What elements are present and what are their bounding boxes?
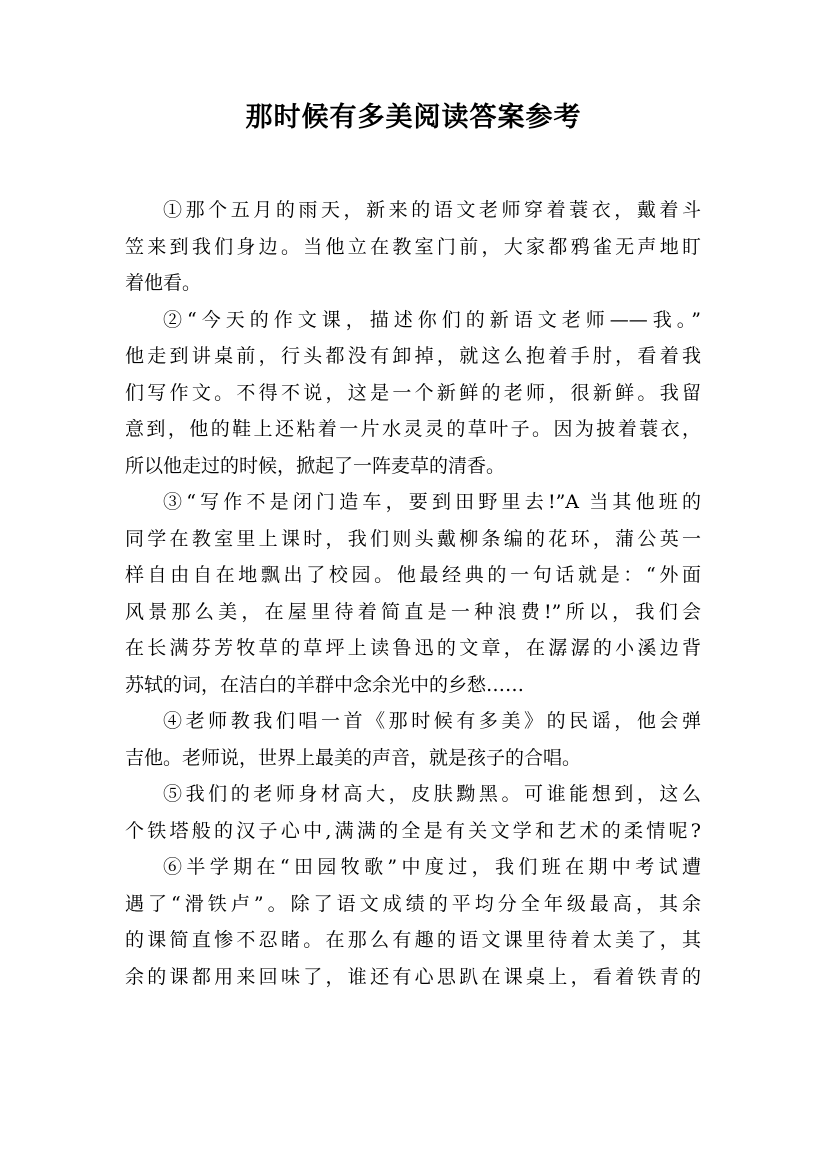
text-line: 同学在教室里上课时，我们则头戴柳条编的花环，蒲公英一 (125, 527, 701, 550)
text-line: 吉他。老师说，世界上最美的声音，就是孩子的合唱。 (125, 746, 582, 769)
text-line: 们写作文。不得不说，这是一个新鲜的老师，很新鲜。我留 (125, 381, 701, 404)
text-line: ④老师教我们唱一首《那时候有多美》的民谣，他会弹 (163, 710, 701, 732)
text-line: ⑥半学期在“田园牧歌”中度过，我们班在期中考试遭 (163, 856, 701, 878)
text-line: 遇了“滑铁卢”。除了语文成绩的平均分全年级最高，其余 (125, 892, 701, 915)
text-line: 个铁塔般的汉子心中,满满的全是有关文学和艺术的柔情呢? (125, 819, 701, 842)
text-line: 风景那么美，在屋里待着简直是一种浪费!”所以，我们会 (125, 600, 701, 623)
text-line: 意到，他的鞋上还粘着一片水灵灵的草叶子。因为披着蓑衣， (125, 418, 701, 440)
article-body (125, 192, 701, 995)
text-line: 的课简直惨不忍睹。在那么有趣的语文课里待着太美了，其 (125, 929, 701, 951)
text-line: 笠来到我们身边。当他立在教室门前，大家都鸦雀无声地盯 (125, 235, 701, 258)
text-line: ①那个五月的雨天，新来的语文老师穿着蓑衣，戴着斗 (163, 199, 701, 221)
text-line: 余的课都用来回味了，谁还有心思趴在课桌上，看着铁青的 (125, 965, 701, 988)
text-line: 所以他走过的时候，掀起了一阵麦草的清香。 (125, 454, 506, 477)
text-line: ②“今天的作文课，描述你们的新语文老师——我。” (163, 308, 701, 331)
text-line: 在长满芬芳牧草的草坪上读鲁迅的文章，在潺潺的小溪边背 (125, 637, 701, 659)
text-line: 苏轼的词，在洁白的羊群中念余光中的乡愁…… (125, 673, 525, 696)
text-line: ③“写作不是闭门造车，要到田野里去!”A 当其他班的 (163, 491, 701, 513)
text-line: 他走到讲桌前，行头都没有卸掉，就这么抱着手肘，看着我 (125, 345, 701, 367)
text-line: ⑤我们的老师身材高大，皮肤黝黑。可谁能想到，这么 (163, 783, 701, 805)
page-title: 那时候有多美阅读答案参考 (245, 102, 582, 133)
text-line: 着他看。 (125, 272, 202, 294)
text-line: 样自由自在地飘出了校园。他最经典的一句话就是：“外面 (125, 564, 701, 586)
